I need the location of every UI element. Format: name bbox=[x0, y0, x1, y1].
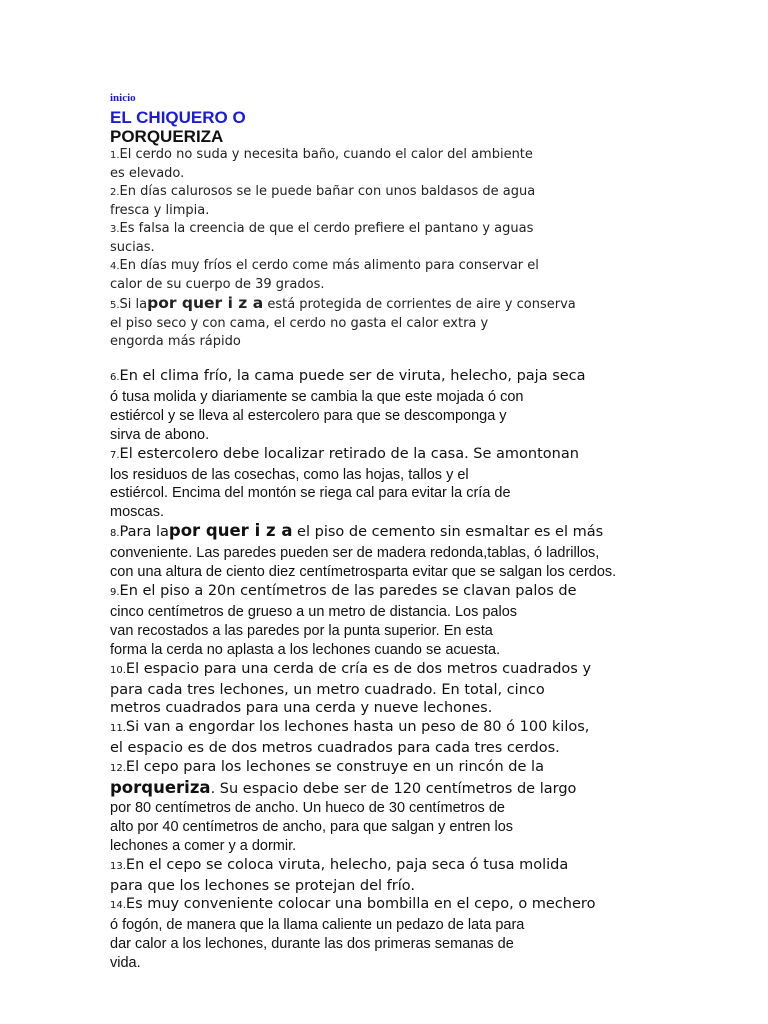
item-text: está protegida de corrientes de aire y conserva bbox=[263, 297, 576, 312]
item-text: El espacio para una cerda de cría es de dos metros cuadrados y bbox=[125, 660, 592, 677]
item-5 bbox=[110, 294, 710, 351]
item-text: cinco centímetros de grueso a un metro de distancia. Los palos bbox=[110, 603, 518, 620]
item-10 bbox=[110, 660, 710, 719]
item-number: 3. bbox=[110, 224, 120, 235]
item-text: moscas. bbox=[110, 504, 164, 521]
item-text: En el clima frío, la cama puede ser de viruta, helecho, paja seca bbox=[119, 368, 586, 384]
item-number: 6. bbox=[110, 372, 120, 383]
item-4 bbox=[110, 257, 710, 294]
item-number: 14. bbox=[110, 900, 126, 912]
item-text: En el cepo se coloca viruta, helecho, paja seca ó tusa molida bbox=[125, 856, 569, 873]
item-13 bbox=[110, 856, 710, 896]
item-text: Para la bbox=[119, 524, 169, 541]
item-text: para que los lechones se protejan del frío. bbox=[110, 877, 415, 894]
item-text: es elevado. bbox=[110, 166, 185, 181]
emphasis-porqueriza: por quer i z a bbox=[168, 521, 293, 541]
item-text: forma la cerda no aplasta a los lechones cuando se acuesta. bbox=[110, 641, 501, 658]
item-text: En días muy fríos el cerdo come más alimento para conservar el bbox=[119, 258, 539, 273]
item-text: . Su espacio debe ser de 120 centímetros de largo bbox=[210, 781, 577, 798]
item-14 bbox=[110, 895, 710, 973]
item-number: 5. bbox=[110, 300, 120, 311]
title-line-1: EL CHIQUERO O bbox=[110, 108, 246, 127]
paragraph-gap bbox=[110, 351, 710, 367]
item-1 bbox=[110, 146, 710, 183]
inicio-link[interactable]: inicio bbox=[110, 92, 136, 104]
item-text: con una altura de ciento diez centímetrosparta evitar que se salgan los cerdos. bbox=[110, 564, 617, 581]
emphasis-porqueriza: porqueriza bbox=[110, 778, 211, 798]
item-text: para cada tres lechones, un metro cuadrado. En total, cinco bbox=[110, 681, 545, 698]
item-text: El estercolero debe localizar retirado de la casa. Se amontonan bbox=[119, 445, 579, 462]
emphasis-porqueriza: por quer i z a bbox=[147, 294, 264, 312]
item-number: 11. bbox=[110, 723, 126, 735]
item-number: 2. bbox=[110, 187, 120, 198]
item-number: 13. bbox=[110, 860, 126, 872]
item-text: van recostados a las paredes por la punta superior. En esta bbox=[110, 622, 493, 639]
item-number: 4. bbox=[110, 261, 120, 272]
item-2 bbox=[110, 183, 710, 220]
item-3 bbox=[110, 220, 710, 257]
item-text: engorda más rápido bbox=[110, 334, 241, 349]
item-text: estiércol. Encima del montón se riega cal para evitar la cría de bbox=[110, 485, 511, 502]
title-line-2: PORQUERIZA bbox=[110, 127, 224, 146]
item-text: vida. bbox=[110, 955, 141, 972]
item-text: El cerdo no suda y necesita baño, cuando el calor del ambiente bbox=[119, 147, 533, 162]
item-text: En días calurosos se le puede bañar con unos baldasos de agua bbox=[119, 184, 536, 199]
item-text: fresca y limpia. bbox=[110, 203, 210, 218]
item-number: 9. bbox=[110, 586, 120, 598]
item-number: 10. bbox=[110, 664, 126, 676]
item-7 bbox=[110, 445, 710, 523]
item-number: 7. bbox=[110, 449, 120, 461]
item-text: los residuos de las cosechas, como las hojas, tallos y el bbox=[110, 466, 469, 483]
item-12 bbox=[110, 758, 710, 856]
item-11 bbox=[110, 718, 710, 758]
item-number: 1. bbox=[110, 150, 120, 161]
item-9 bbox=[110, 582, 710, 660]
item-text: ó tusa molida y diariamente se cambia la que este mojada ó con bbox=[110, 388, 524, 405]
item-text: Si van a engordar los lechones hasta un peso de 80 ó 100 kilos, bbox=[125, 719, 590, 736]
item-text: calor de su cuerpo de 39 grados. bbox=[110, 277, 325, 292]
item-text: por 80 centímetros de ancho. Un hueco de 30 centímetros de bbox=[110, 799, 505, 816]
item-text: alto por 40 centímetros de ancho, para que salgan y entren los bbox=[110, 818, 514, 835]
item-text: el espacio es de dos metros cuadrados para cada tres cerdos. bbox=[110, 740, 560, 757]
item-text: el piso seco y con cama, el cerdo no gasta el calor extra y bbox=[110, 316, 489, 331]
item-text: Si la bbox=[119, 297, 148, 312]
item-text: sucias. bbox=[110, 240, 155, 255]
item-text: En el piso a 20n centímetros de las paredes se clavan palos de bbox=[119, 582, 577, 599]
item-text: estiércol y se lleva al estercolero para que se descomponga y bbox=[110, 407, 507, 424]
item-text: Es falsa la creencia de que el cerdo prefiere el pantano y aguas bbox=[119, 221, 534, 236]
item-text: conveniente. Las paredes pueden ser de madera redonda,tablas, ó ladrillos, bbox=[110, 545, 600, 562]
item-8 bbox=[110, 522, 710, 582]
item-number: 12. bbox=[110, 763, 126, 775]
item-text: el piso de cemento sin esmaltar es el más bbox=[292, 524, 604, 541]
item-number: 8. bbox=[110, 528, 120, 540]
item-text: Es muy conveniente colocar una bombilla en el cepo, o mechero bbox=[125, 896, 596, 913]
item-text: El cepo para los lechones se construye en un rincón de la bbox=[125, 759, 544, 776]
item-text: metros cuadrados para una cerda y nueve lechones. bbox=[110, 700, 493, 717]
item-text: lechones a comer y a dormir. bbox=[110, 837, 297, 854]
section-a bbox=[110, 146, 710, 351]
item-text: dar calor a los lechones, durante las dos primeras semanas de bbox=[110, 936, 514, 953]
document-body bbox=[110, 88, 710, 973]
item-text: ó fogón, de manera que la llama caliente un pedazo de lata para bbox=[110, 917, 525, 934]
item-6 bbox=[110, 367, 710, 445]
item-text: sirva de abono. bbox=[110, 426, 210, 443]
section-b bbox=[110, 367, 710, 973]
